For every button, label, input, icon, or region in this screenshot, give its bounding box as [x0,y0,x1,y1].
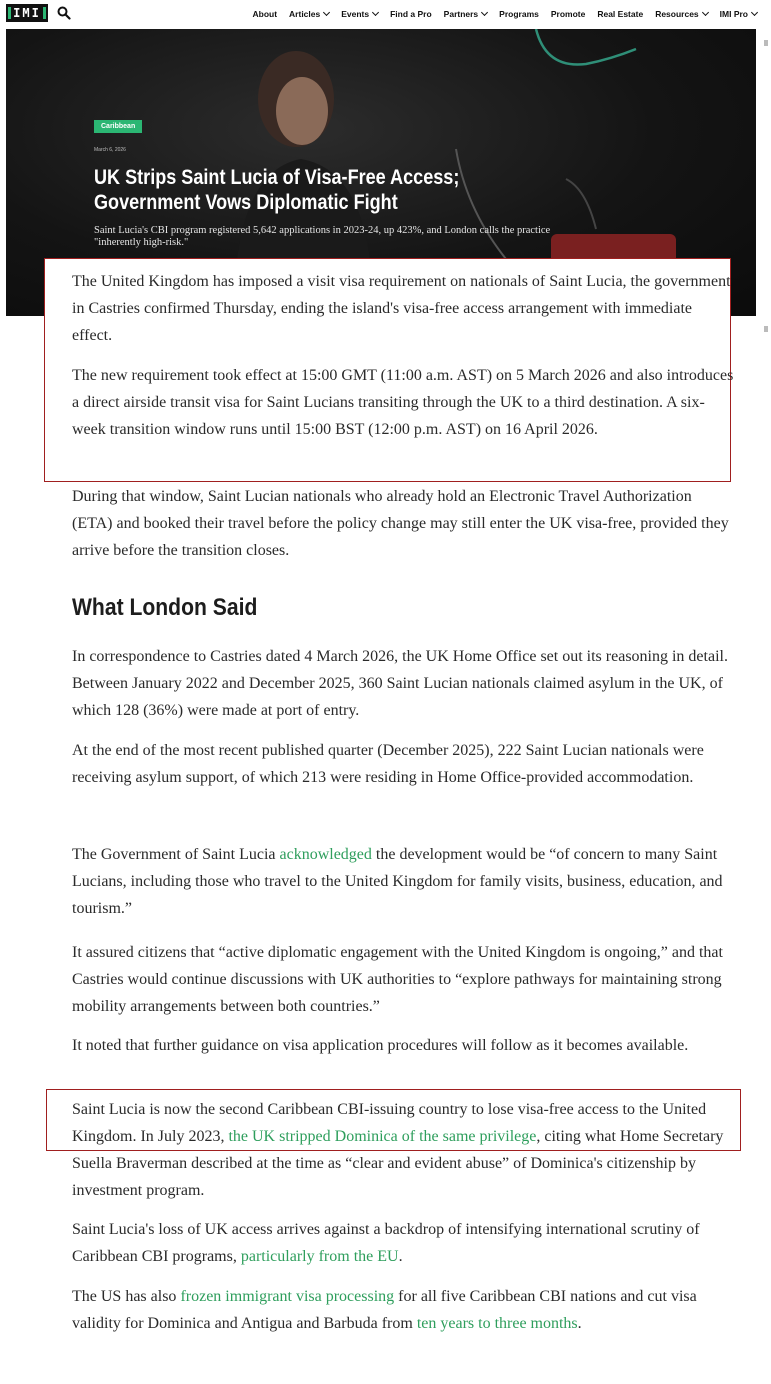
eu-scrutiny-link[interactable]: particularly from the EU [240,1248,399,1265]
paragraph-text: . [398,1248,403,1265]
paragraph-text: The Government of Saint Lucia [72,846,280,863]
nav-item-find-a-pro[interactable]: Find a Pro [390,9,432,19]
main-menu [253,0,758,28]
paragraph-text: for all five Caribbean CBI nations and cut visa validity for Dominica and Antigua and Barbuda from [72,1288,697,1332]
chevron-down-icon [751,9,758,16]
nav-item-promote[interactable]: Promote [550,9,586,19]
top-nav-bar [0,0,771,28]
article-paragraph [72,1096,734,1204]
visa-validity-link[interactable]: ten years to three months [416,1315,578,1332]
nav-item-imi-pro[interactable]: IMI Pro [720,9,757,19]
paragraph-text: . [577,1315,582,1332]
article-paragraph [72,1283,734,1337]
article-paragraph: The new requirement took effect at 15:00 GMT (11:00 a.m. AST) on 5 March 2026 and also introduces a direct airside transit visa for Saint Lucians transiting through the UK to a third destination. A six-week transition window runs until 15:00 BST (12:00 p.m. AST) on 16 April 2026. [72,367,734,438]
article-paragraph: In correspondence to Castries dated 4 March 2026, the UK Home Office set out its reasoning in detail. Between January 2022 and December 2025, 360 Saint Lucian nationals claimed asylum in the UK, of which 128 (36%) were made at port of entry. [72,648,728,719]
paragraph-text: the development would be “of concern to many Saint Lucians, including those who travel to the United Kingdom for family visits, business, education, and tourism.” [72,846,723,917]
logo-bar-left [8,7,11,19]
paragraph-text: , citing what Home Secretary Suella Braverman described at the time as “clear and evident abuse” of Dominica's citizenship by investment program. [72,1128,724,1199]
paragraph-text: The US has also [72,1288,181,1305]
chevron-down-icon [481,9,488,16]
scrollbar-mark [764,40,768,46]
nav-item-real-estate[interactable]: Real Estate [597,9,644,19]
article-paragraph: At the end of the most recent published quarter (December 2025), 222 Saint Lucian nationals were receiving asylum support, of which 213 were residing in Home Office-provided accommodation. [72,742,704,786]
logo-text: IMI [13,6,41,20]
paragraph-text: Saint Lucia is now the second Caribbean CBI-issuing country to lose visa-free access to the United Kingdom. In July 2023, [72,1101,707,1145]
article-title: UK Strips Saint Lucia of Visa-Free Access; Government Vows Diplomatic Fight [94,166,460,214]
chevron-down-icon [372,9,379,16]
article-paragraph: During that window, Saint Lucian nationals who already hold an Electronic Travel Authorization (ETA) and booked their travel before the policy change may still enter the UK visa-free, provided they arrive before the transition closes. [72,488,729,559]
article-paragraph: The United Kingdom has imposed a visit visa requirement on nationals of Saint Lucia, the government in Castries confirmed Thursday, ending the island's visa-free access arrangement with immediate effect. [72,273,731,344]
paragraph-text: Saint Lucia's loss of UK access arrives against a backdrop of intensifying international scrutiny of Caribbean CBI programs, [72,1221,700,1265]
article-paragraph: It assured citizens that “active diplomatic engagement with the United Kingdom is ongoing,” and that Castries would continue discussions with UK authorities to “explore pathways for maintaining strong mobility arrangements between both countries.” [72,944,723,1015]
section-heading: What London Said [72,594,258,621]
publish-date: March 6, 2026 [94,147,126,153]
article-paragraph [72,841,734,922]
acknowledged-link[interactable]: acknowledged [279,846,372,863]
article-paragraph: It noted that further guidance on visa application procedures will follow as it becomes available. [72,1037,689,1054]
category-badge[interactable]: Caribbean [94,120,142,133]
search-icon[interactable] [57,6,71,20]
chevron-down-icon [323,9,330,16]
article-paragraph [72,1216,734,1270]
chevron-down-icon [702,9,709,16]
nav-item-events[interactable]: Events [341,9,378,19]
nav-item-resources[interactable]: Resources [655,9,707,19]
nav-item-partners[interactable]: Partners [444,9,488,19]
nav-item-articles[interactable]: Articles [289,9,329,19]
logo-bar-right [43,7,46,19]
site-logo[interactable] [6,4,48,22]
dominica-link[interactable]: the UK stripped Dominica of the same privilege [228,1128,537,1145]
nav-item-about[interactable]: About [252,9,278,19]
article-subtitle: Saint Lucia's CBI program registered 5,642 applications in 2023-24, up 423%, and London calls the practice "inherently high-risk." [94,225,551,248]
visa-freeze-link[interactable]: frozen immigrant visa processing [180,1288,395,1305]
scrollbar-mark [764,326,768,332]
nav-item-programs[interactable]: Programs [499,9,539,19]
